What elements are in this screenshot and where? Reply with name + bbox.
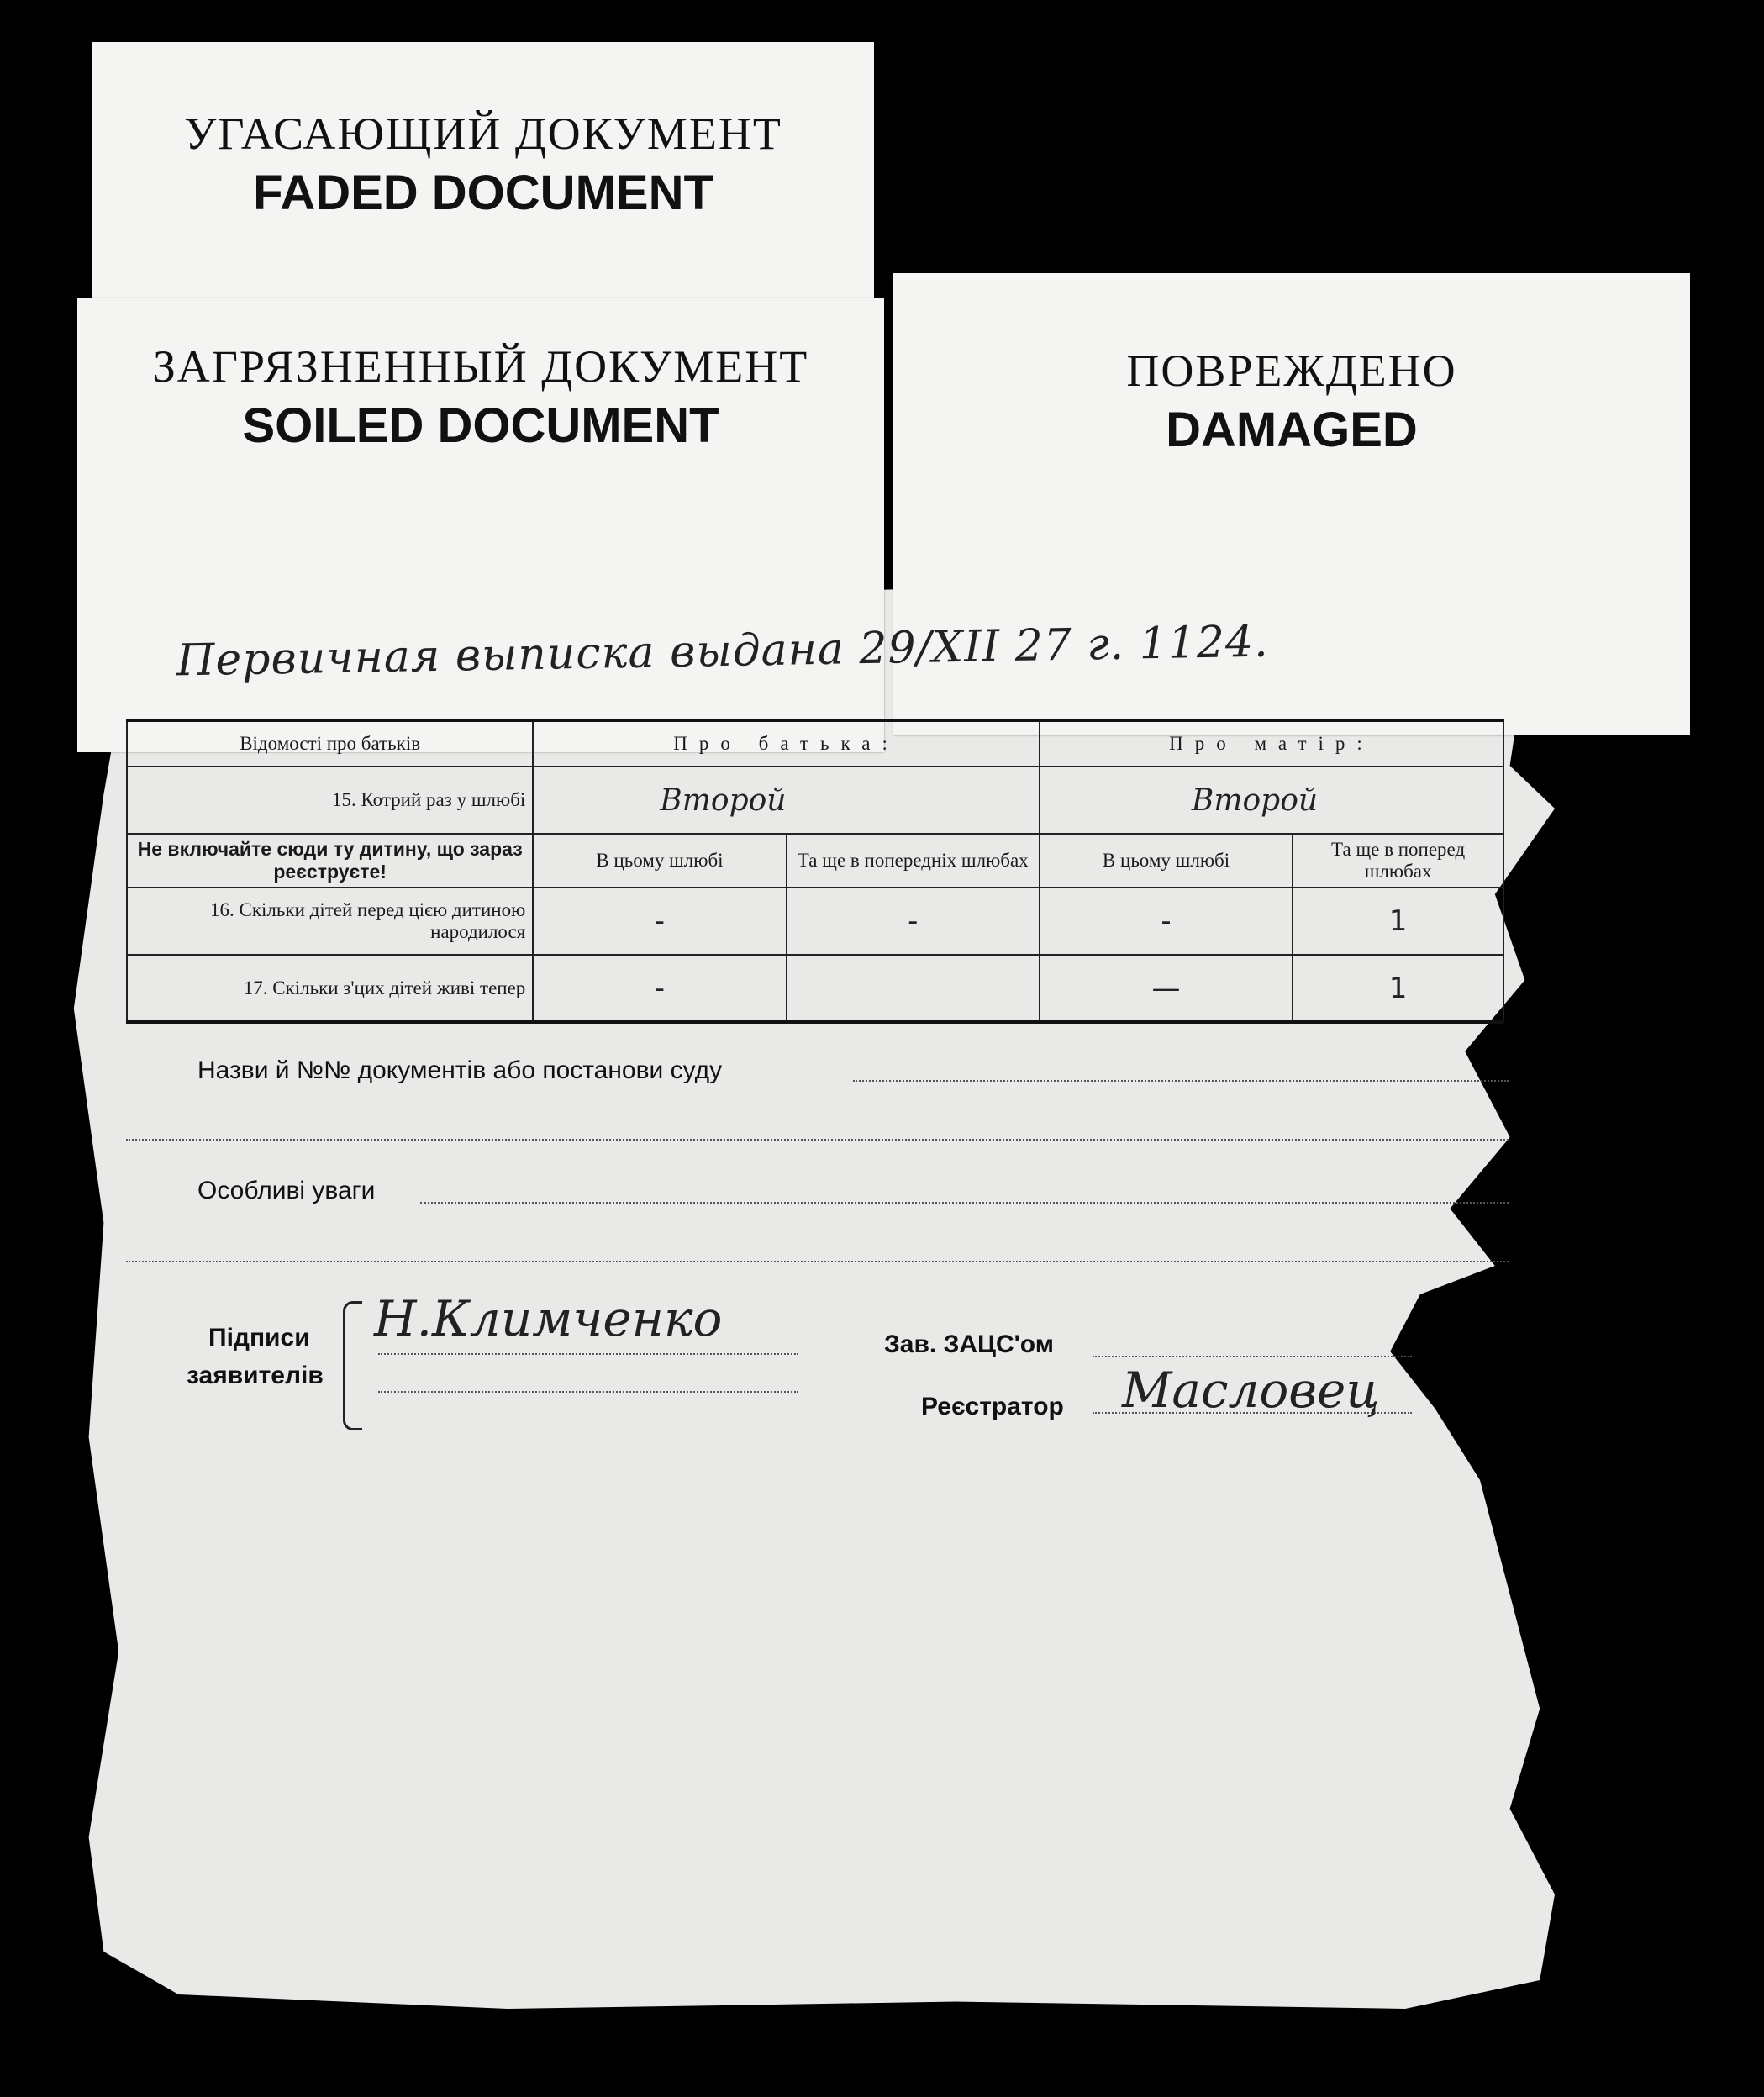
parents-info-table — [126, 719, 1504, 1024]
table-row — [127, 767, 1503, 834]
row17-value: — — [1040, 955, 1293, 1022]
row15-label: 15. Котрий раз у шлюбі — [127, 767, 533, 834]
dotted-line — [1093, 1412, 1412, 1414]
row16-value: - — [787, 888, 1040, 955]
handwritten-heading: Первичная выписка выдана 29/XII 27 г. 1124. — [176, 616, 1270, 687]
applicant-signature: Н.Климченко — [374, 1290, 723, 1347]
father-prev-marriages: Та ще в попередніх шлюбах — [787, 834, 1040, 888]
table-row — [127, 955, 1503, 1022]
faded-label-en: FADED DOCUMENT — [253, 166, 713, 220]
soiled-label-ru: ЗАГРЯЗНЕННЫЙ ДОКУМЕНТ — [152, 341, 809, 392]
row16-value: - — [1040, 888, 1293, 955]
dotted-line — [126, 1261, 1509, 1262]
applicants-label: Підписи — [208, 1324, 310, 1351]
soiled-label-en: SOILED DOCUMENT — [242, 398, 719, 453]
dotted-line — [853, 1080, 1509, 1082]
row16-value: 1 — [1293, 888, 1503, 955]
signature-bracket — [343, 1301, 362, 1430]
mother-prev-marriages: Та ще в поперед шлюбах — [1293, 834, 1503, 888]
registrar-label: Реєстратор — [921, 1393, 1064, 1420]
row15-mother-value: Второй — [1040, 767, 1503, 834]
mother-header: Про матір: — [1040, 720, 1503, 767]
special-notes-label: Особливі уваги — [197, 1177, 376, 1204]
damaged-label-ru: ПОВРЕЖДЕНО — [1126, 345, 1457, 396]
father-header: Про батька: — [533, 720, 1040, 767]
row15-father-value: Второй — [533, 767, 1040, 834]
head-label: Зав. ЗАЦС'ом — [884, 1330, 1054, 1358]
row17-value: 1 — [1293, 955, 1503, 1022]
faded-label-ru: УГАСАЮЩИЙ ДОКУМЕНТ — [184, 108, 782, 159]
table-header-row — [127, 720, 1503, 767]
dotted-line — [378, 1353, 798, 1355]
row17-label: 17. Скільки з'цих дітей живі тепер — [127, 955, 533, 1022]
faded-document-label — [92, 42, 874, 311]
row17-value: - — [533, 955, 786, 1022]
parents-info-header: Відомості про батьків — [127, 720, 533, 767]
row17-value — [787, 955, 1040, 1022]
row16-value: - — [533, 888, 786, 955]
table-row — [127, 834, 1503, 888]
dotted-line — [126, 1139, 1509, 1141]
dotted-line — [1093, 1356, 1412, 1357]
table-row — [127, 888, 1503, 955]
father-this-marriage: В цьому шлюбі — [533, 834, 786, 888]
dotted-line — [420, 1202, 1509, 1204]
documents-label: Назви й №№ документів або постанови суду — [197, 1056, 723, 1084]
registrar-signature: Масловец — [1122, 1362, 1380, 1419]
damaged-label-en: DAMAGED — [1166, 403, 1418, 457]
mother-this-marriage: В цьому шлюбі — [1040, 834, 1293, 888]
row16-label: 16. Скільки дітей перед цією дитиною народилося — [127, 888, 533, 955]
row-note: Не включайте сюди ту дитину, що зараз реєструєте! — [127, 834, 533, 888]
dotted-line — [378, 1391, 798, 1393]
applicants-label: заявителів — [187, 1362, 324, 1389]
